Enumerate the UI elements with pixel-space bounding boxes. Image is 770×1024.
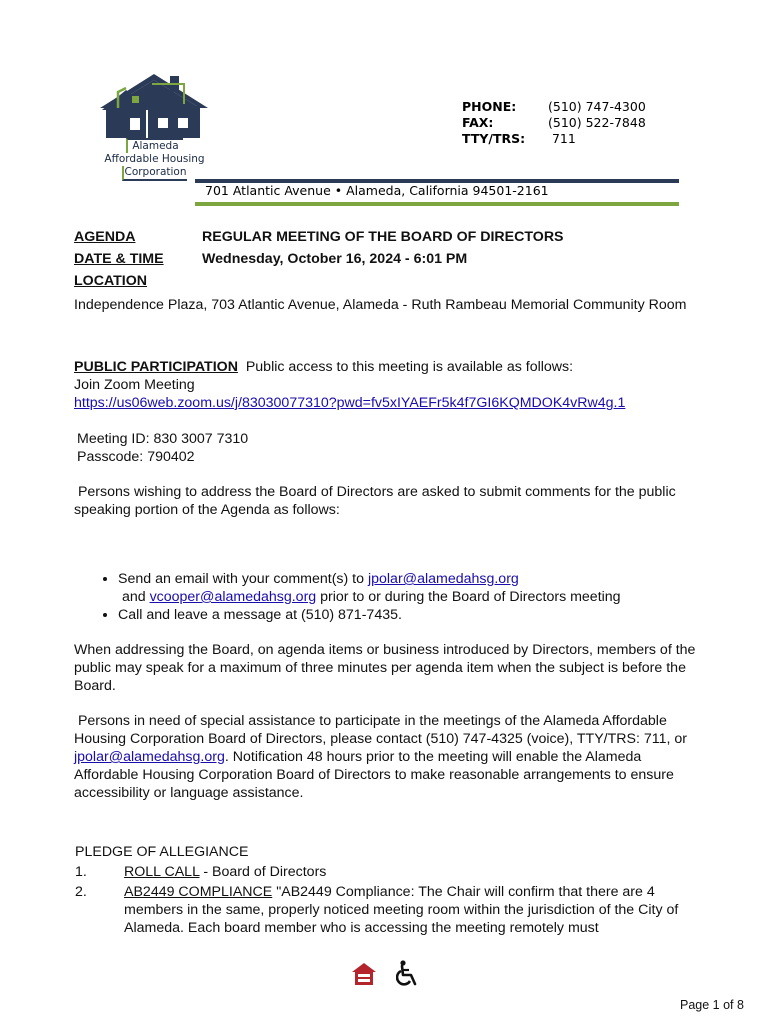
passcode: Passcode: 790402 [77,449,195,465]
header-rule-green [195,202,679,206]
logo-line-1: Alameda [126,138,183,153]
participation-intro: Public access to this meeting is available as follows: [237,359,574,375]
meeting-id: Meeting ID: 830 3007 7310 [77,431,249,447]
address-line: 701 Atlantic Avenue • Alameda, California 94501-2161 [205,183,549,198]
zoom-link[interactable]: https://us06web.zoom.us/j/83030077310?pwd=fv5xIYAEFr5k4f7GI6KQMDOK4vRw4g.1 [74,395,626,411]
participation-heading: PUBLIC PARTICIPATION [74,359,238,375]
wheelchair-icon [396,960,420,993]
fax-row: FAX: (510) 522-7848 [462,115,646,130]
agenda-title: REGULAR MEETING OF THE BOARD OF DIRECTORS [202,229,564,245]
page-number: Page 1 of 8 [680,998,744,1012]
email-link-jpolar[interactable]: jpolar@alamedahsg.org [367,571,519,587]
pledge-heading: PLEDGE OF ALLEGIANCE [75,844,249,860]
agenda-items [75,843,700,937]
participation-section [74,358,699,412]
list-item: • Send an email with your comment(s) to jpolar@alamedahsg.org and vcooper@alamedahsg.org prior to or during the Board of Directors meeting [118,570,699,606]
phone-row: PHONE: (510) 747-4300 [462,99,646,114]
zoom-label: Join Zoom Meeting [74,377,195,393]
contact-block [462,99,646,147]
assistance-paragraph: Persons in need of special assistance to participate in the meetings of the Alameda Affordable Housing Corporation Board of Directors, please contact (510) 747-4325 (voice), TTY/TRS: 711, or jpolar@alamedahsg.org. Notification 48 hours prior to the meeting will enable the Alameda Affordable Housing Corporation Board of Directors to make reasonable arrangements to ensure accessibility or language assistance. [74,713,687,801]
agenda-item-roll-call: 1. ROLL CALL - Board of Directors [75,864,327,880]
agenda-item-ab2449: 2. AB2449 COMPLIANCE "AB2449 Compliance: The Chair will confirm that there are 4 members in the same, properly noticed meeting room within the jurisdiction of the City of Alameda. Each board member who is accessing the meeting remotely must [75,884,679,936]
email-link-vcooper[interactable]: vcooper@alamedahsg.org [149,589,317,605]
submission-methods [74,570,699,624]
comments-intro: Persons wishing to address the Board of Directors are asked to submit comments for the public speaking portion of the Agenda as follows: [74,484,680,518]
organization-logo [92,70,217,180]
addressing-paragraph: When addressing the Board, on agenda items or business introduced by Directors, members of the public may speak for a maximum of three minutes per agenda item when the subject is before the Board. [74,642,696,694]
agenda-label: AGENDA [74,229,136,245]
datetime-label: DATE & TIME [74,251,164,267]
equal-housing-icon [351,962,377,991]
datetime-value: Wednesday, October 16, 2024 - 6:01 PM [202,251,468,267]
email-link-assistance[interactable]: jpolar@alamedahsg.org [74,749,225,765]
location-label: LOCATION [74,273,148,289]
location-value: Independence Plaza, 703 Atlantic Avenue, Alameda - Ruth Rambeau Memorial Community Room [74,297,687,313]
list-item: • Call and leave a message at (510) 871-7435. [118,606,699,624]
house-icon [92,70,217,140]
tty-row: TTY/TRS: 711 [462,131,576,146]
meeting-credentials [77,430,248,466]
logo-line-2: Affordable Housing [104,153,205,165]
logo-line-3: Corporation [122,166,187,181]
